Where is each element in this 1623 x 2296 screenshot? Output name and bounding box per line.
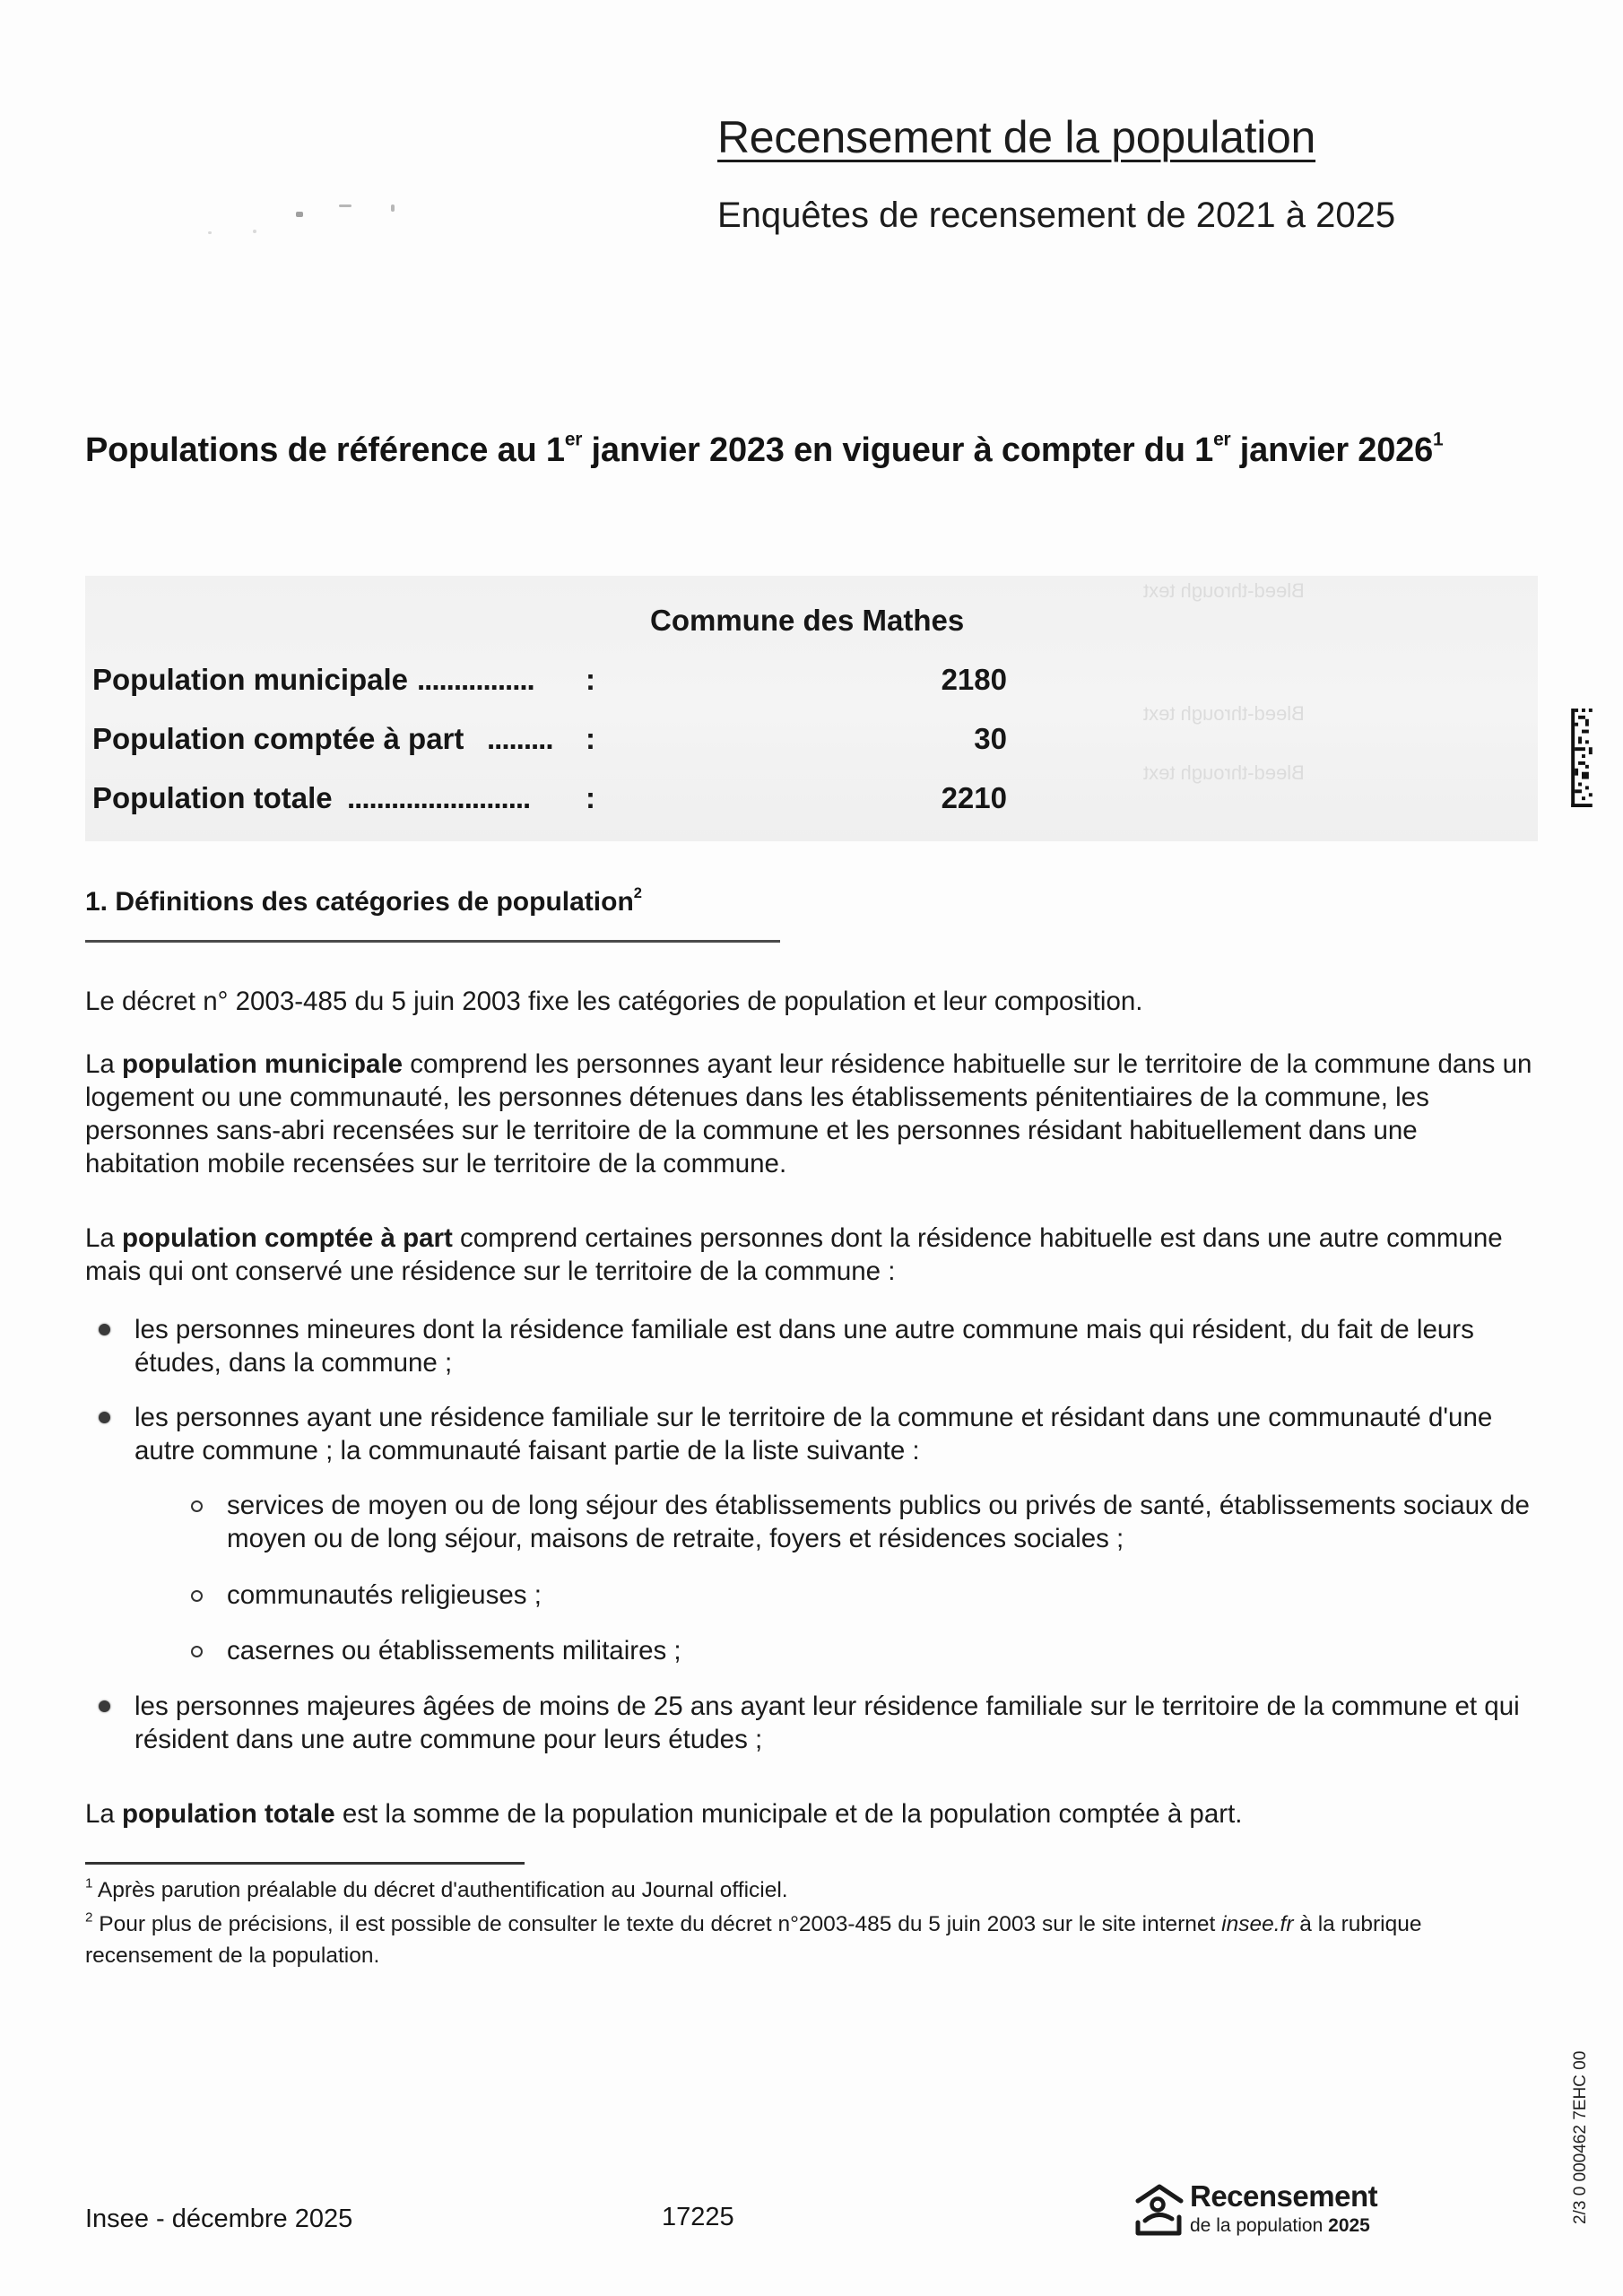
footnote-number: 1 (85, 1875, 93, 1892)
superscript-er: er (1213, 429, 1231, 450)
decree-paragraph: Le décret n° 2003-485 du 5 juin 2003 fixe les catégories de population et leur composition. (85, 987, 1143, 1016)
footnote-2 (85, 1909, 1538, 1971)
prefix: La (85, 1223, 123, 1253)
population-value: 30 (974, 722, 1007, 755)
definition-text: comprend les personnes ayant leur résidence habituelle sur le territoire de la commune dans un logement ou une communauté, les personnes détenues dans les établissements pénitentiaires de la commune, les personnes sans-abri recensées sur le territoire de la commune et les personnes résidant habituellement dans une habitation mobile recensées sur le territoire de la commune. (85, 1049, 1532, 1178)
population-label: Population comptée à part (92, 722, 464, 755)
colon: : (586, 663, 595, 696)
sub-list-item-text: casernes ou établissements militaires ; (227, 1636, 681, 1665)
logo-year: 2025 (1328, 2215, 1370, 2236)
sub-list-item (191, 1634, 1538, 1667)
bullet-hollow-icon (191, 1500, 203, 1512)
term-population-totale: population totale (122, 1799, 335, 1829)
definition-text: est la somme de la population municipale et de la population comptée à part. (334, 1799, 1243, 1829)
footnote-text: Après parution préalable du décret d'authentification au Journal officiel. (97, 1878, 788, 1902)
footnote-ref[interactable]: 1 (1433, 429, 1444, 450)
colon: : (586, 781, 595, 814)
list-item (99, 1401, 1538, 1467)
main-title-part3: janvier 2026 (1230, 431, 1434, 469)
recensement-logo (1134, 2179, 1403, 2242)
datamatrix-barcode (1571, 709, 1593, 807)
main-title-part1: Populations de référence au 1 (85, 431, 565, 469)
logo-subtitle-text: de la population (1190, 2215, 1324, 2236)
document-header-subtitle: Enquêtes de recensement de 2021 à 2025 (717, 196, 1396, 235)
main-title-part2: janvier 2023 en vigueur à compter du 1 (582, 431, 1214, 469)
footnote-number: 2 (85, 1909, 93, 1926)
footer-publisher-date: Insee - décembre 2025 (85, 2205, 353, 2233)
list-item-text: les personnes mineures dont la résidence familiale est dans une autre commune mais qui résident, du fait de leurs études, dans la commune ; (135, 1315, 1474, 1378)
main-title (85, 422, 1556, 479)
bleed-through-text: Bleed-through text (1143, 702, 1305, 725)
prefix: La (85, 1799, 123, 1829)
insee-link[interactable]: insee.fr (1221, 1912, 1294, 1936)
population-row-comptee-a-part (92, 721, 1007, 757)
house-person-icon (1134, 2183, 1185, 2239)
population-row-municipale (92, 662, 1007, 698)
bullet-filled-icon (99, 1700, 110, 1712)
population-label: Population municipale (92, 663, 409, 696)
sub-list-item-text: services de moyen ou de long séjour des établissements publics ou privés de santé, établissements sociaux de moyen ou de long séjour, maisons de retraite, foyers et résidences sociales ; (227, 1491, 1530, 1553)
sub-list-item (191, 1489, 1538, 1555)
bleed-through-text: Bleed-through text (1143, 761, 1305, 784)
logo-title: Recensement (1190, 2179, 1378, 2213)
superscript-er: er (564, 429, 583, 450)
footnote-text: à la rubrique recensement de la population. (85, 1912, 1422, 1968)
definition-text: comprend certaines personnes dont la résidence habituelle est dans une autre commune mais qui ont conservé une résidence sur le territoire de la commune : (85, 1223, 1503, 1286)
leader-dots: ................ (417, 663, 534, 696)
sub-list-item-text: communautés religieuses ; (227, 1580, 542, 1610)
definition-municipale (85, 1048, 1538, 1180)
list-item-text: les personnes majeures âgées de moins de 25 ans ayant leur résidence familiale sur le territoire de la commune et qui résident dans une autre commune pour leurs études ; (135, 1692, 1520, 1754)
population-row-totale (92, 780, 1007, 816)
definition-comptee-a-part (85, 1222, 1538, 1288)
commune-name: Commune des Mathes (650, 604, 965, 637)
population-value: 2210 (941, 781, 1007, 814)
list-item-text: les personnes ayant une résidence familiale sur le territoire de la commune et résidant dans une communauté d'une autre commune ; la communauté faisant partie de la liste suivante : (135, 1403, 1493, 1465)
definition-totale (85, 1797, 1538, 1831)
bullet-hollow-icon (191, 1646, 203, 1657)
footnote-1 (85, 1874, 1538, 1906)
colon: : (586, 722, 595, 755)
section-heading (85, 884, 642, 920)
section-divider (85, 940, 780, 943)
sub-list-item (191, 1578, 1538, 1612)
bleed-through-text: Bleed-through text (1143, 579, 1305, 602)
footnote-text: Pour plus de précisions, il est possible de consulter le texte du décret n°2003-485 du 5 juin 2003 sur le site internet (99, 1912, 1222, 1936)
leader-dots: ......................... (347, 781, 531, 814)
leader-dots: ......... (487, 722, 553, 755)
section-heading-text: 1. Définitions des catégories de population (85, 887, 634, 917)
population-label: Population totale (92, 781, 333, 814)
document-header-title: Recensement de la population (717, 112, 1316, 162)
term-population-municipale: population municipale (122, 1049, 404, 1079)
population-value: 2180 (941, 663, 1007, 696)
footnote-ref[interactable]: 2 (633, 884, 642, 901)
bullet-filled-icon (99, 1324, 110, 1335)
bullet-hollow-icon (191, 1590, 203, 1602)
document-tracking-code: 2/3 0 000462 7EHC 00 (1571, 2050, 1590, 2224)
term-population-comptee-a-part: population comptée à part (122, 1223, 453, 1253)
footnote-divider (85, 1862, 525, 1865)
list-item (99, 1313, 1538, 1379)
logo-subtitle (1190, 2215, 1370, 2237)
bullet-filled-icon (99, 1412, 110, 1423)
prefix: La (85, 1049, 123, 1079)
list-item (99, 1690, 1538, 1756)
footer-commune-code: 17225 (662, 2203, 734, 2231)
